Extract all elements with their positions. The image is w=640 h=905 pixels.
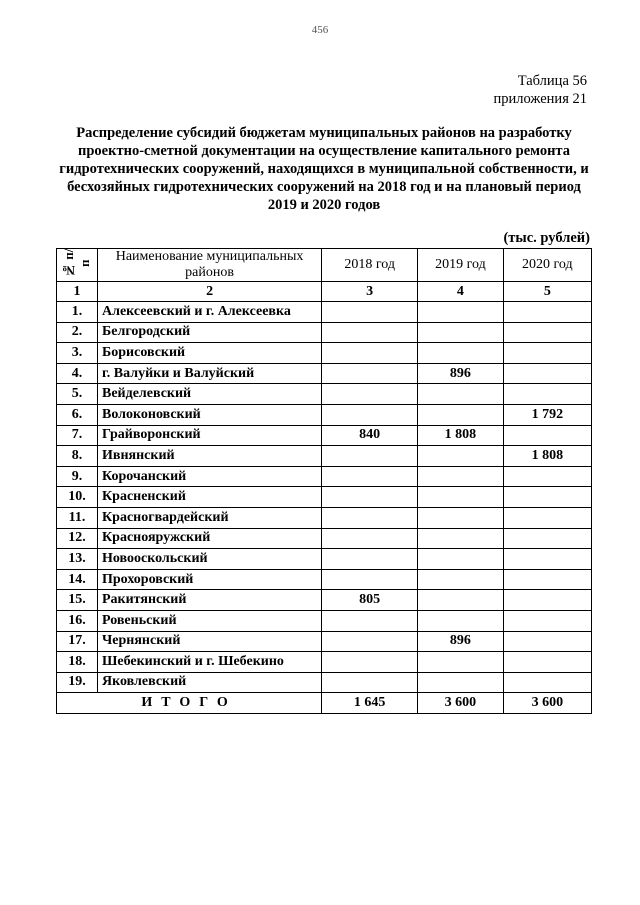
row-value-2018 bbox=[322, 446, 418, 467]
row-value-2019 bbox=[418, 343, 503, 364]
header-row bbox=[57, 249, 592, 282]
row-value-2018 bbox=[322, 322, 418, 343]
column-index: 5 bbox=[503, 282, 591, 302]
column-index: 4 bbox=[418, 282, 503, 302]
row-district-name: Ракитянский bbox=[98, 590, 322, 611]
row-district-name: Красногвардейский bbox=[98, 507, 322, 528]
header-2018: 2018 год bbox=[322, 249, 418, 282]
row-value-2020 bbox=[503, 528, 591, 549]
row-district-name: Алексеевский и г. Алексеевка bbox=[98, 302, 322, 323]
row-value-2019 bbox=[418, 384, 503, 405]
row-value-2020 bbox=[503, 466, 591, 487]
row-value-2018 bbox=[322, 507, 418, 528]
table-row bbox=[57, 343, 592, 364]
row-value-2020 bbox=[503, 384, 591, 405]
table-row bbox=[57, 590, 592, 611]
table-row bbox=[57, 425, 592, 446]
document-title: Распределение субсидий бюджетам муниципальных районов на разработку проектно-сметной документации на осуществление капитального ремонта гидротехнических сооружений, находящихся в муниципальной собственности, и бесхозяйных гидротехнических сооружений на 2018 год и на плановый период 2019 и 2020 годов bbox=[59, 125, 589, 213]
row-value-2018 bbox=[322, 631, 418, 652]
row-value-2019 bbox=[418, 672, 503, 693]
row-number: 6. bbox=[57, 404, 98, 425]
row-district-name: Ровеньский bbox=[98, 610, 322, 631]
row-value-2019 bbox=[418, 487, 503, 508]
table-ref-line2: приложения 21 bbox=[493, 91, 587, 107]
row-district-name: Волоконовский bbox=[98, 404, 322, 425]
row-number: 13. bbox=[57, 549, 98, 570]
row-number: 15. bbox=[57, 590, 98, 611]
table-row bbox=[57, 363, 592, 384]
units-label: (тыс. рублей) bbox=[503, 230, 590, 246]
header-number bbox=[57, 249, 98, 282]
row-value-2019 bbox=[418, 507, 503, 528]
row-value-2020: 1 808 bbox=[503, 446, 591, 467]
row-value-2020 bbox=[503, 425, 591, 446]
total-label: ИТОГО bbox=[57, 693, 322, 714]
row-value-2020 bbox=[503, 487, 591, 508]
row-value-2018 bbox=[322, 528, 418, 549]
row-number: 9. bbox=[57, 466, 98, 487]
row-value-2019: 1 808 bbox=[418, 425, 503, 446]
column-index: 3 bbox=[322, 282, 418, 302]
row-value-2019 bbox=[418, 549, 503, 570]
row-value-2018 bbox=[322, 487, 418, 508]
table-row bbox=[57, 631, 592, 652]
row-value-2020 bbox=[503, 610, 591, 631]
total-2019: 3 600 bbox=[418, 693, 503, 714]
row-value-2019 bbox=[418, 466, 503, 487]
table-row bbox=[57, 569, 592, 590]
row-value-2020 bbox=[503, 569, 591, 590]
row-district-name: Новооскольский bbox=[98, 549, 322, 570]
table-reference bbox=[494, 72, 587, 108]
table-row bbox=[57, 507, 592, 528]
row-value-2020 bbox=[503, 343, 591, 364]
row-number: 2. bbox=[57, 322, 98, 343]
row-number: 7. bbox=[57, 425, 98, 446]
row-value-2019 bbox=[418, 446, 503, 467]
row-number: 10. bbox=[57, 487, 98, 508]
row-number: 1. bbox=[57, 302, 98, 323]
table-row bbox=[57, 404, 592, 425]
column-index: 1 bbox=[57, 282, 98, 302]
row-value-2019 bbox=[418, 404, 503, 425]
table-row bbox=[57, 610, 592, 631]
row-number: 5. bbox=[57, 384, 98, 405]
column-index: 2 bbox=[98, 282, 322, 302]
row-district-name: Яковлевский bbox=[98, 672, 322, 693]
row-value-2019: 896 bbox=[418, 631, 503, 652]
row-value-2020 bbox=[503, 507, 591, 528]
row-value-2019 bbox=[418, 590, 503, 611]
header-2020: 2020 год bbox=[503, 249, 591, 282]
row-value-2018: 840 bbox=[322, 425, 418, 446]
subsidies-table bbox=[56, 248, 592, 714]
table-row bbox=[57, 672, 592, 693]
row-district-name: Белгородский bbox=[98, 322, 322, 343]
row-value-2020 bbox=[503, 363, 591, 384]
total-2018: 1 645 bbox=[322, 693, 418, 714]
header-number-label: № п/п bbox=[61, 247, 92, 278]
row-value-2018 bbox=[322, 363, 418, 384]
row-district-name: Чернянский bbox=[98, 631, 322, 652]
table-row bbox=[57, 466, 592, 487]
row-number: 3. bbox=[57, 343, 98, 364]
row-district-name: Краснояружский bbox=[98, 528, 322, 549]
row-district-name: Прохоровский bbox=[98, 569, 322, 590]
row-value-2018: 805 bbox=[322, 590, 418, 611]
table-row bbox=[57, 446, 592, 467]
row-value-2018 bbox=[322, 384, 418, 405]
row-value-2018 bbox=[322, 404, 418, 425]
row-value-2018 bbox=[322, 466, 418, 487]
row-number: 17. bbox=[57, 631, 98, 652]
row-value-2018 bbox=[322, 610, 418, 631]
row-district-name: Шебекинский и г. Шебекино bbox=[98, 652, 322, 673]
table-row bbox=[57, 322, 592, 343]
row-value-2020 bbox=[503, 652, 591, 673]
total-2020: 3 600 bbox=[503, 693, 591, 714]
row-value-2018 bbox=[322, 549, 418, 570]
row-district-name: Вейделевский bbox=[98, 384, 322, 405]
row-value-2018 bbox=[322, 343, 418, 364]
table-row bbox=[57, 302, 592, 323]
table-row bbox=[57, 549, 592, 570]
row-value-2019 bbox=[418, 652, 503, 673]
table-row bbox=[57, 652, 592, 673]
row-district-name: г. Валуйки и Валуйский bbox=[98, 363, 322, 384]
row-district-name: Корочанский bbox=[98, 466, 322, 487]
row-number: 18. bbox=[57, 652, 98, 673]
row-value-2018 bbox=[322, 302, 418, 323]
row-value-2019 bbox=[418, 569, 503, 590]
row-district-name: Красненский bbox=[98, 487, 322, 508]
row-value-2020 bbox=[503, 590, 591, 611]
row-value-2018 bbox=[322, 672, 418, 693]
row-value-2019 bbox=[418, 528, 503, 549]
row-value-2020: 1 792 bbox=[503, 404, 591, 425]
row-value-2019 bbox=[418, 610, 503, 631]
row-district-name: Борисовский bbox=[98, 343, 322, 364]
header-name: Наименование муниципальных районов bbox=[98, 249, 322, 282]
row-value-2019 bbox=[418, 302, 503, 323]
row-number: 11. bbox=[57, 507, 98, 528]
table-body bbox=[57, 302, 592, 693]
table-row bbox=[57, 528, 592, 549]
total-row bbox=[57, 693, 592, 714]
row-value-2019: 896 bbox=[418, 363, 503, 384]
row-value-2018 bbox=[322, 569, 418, 590]
table-row bbox=[57, 487, 592, 508]
row-value-2020 bbox=[503, 322, 591, 343]
row-value-2020 bbox=[503, 631, 591, 652]
row-number: 16. bbox=[57, 610, 98, 631]
row-number: 4. bbox=[57, 363, 98, 384]
row-number: 19. bbox=[57, 672, 98, 693]
row-value-2018 bbox=[322, 652, 418, 673]
row-number: 8. bbox=[57, 446, 98, 467]
row-value-2020 bbox=[503, 549, 591, 570]
row-value-2020 bbox=[503, 672, 591, 693]
row-number: 14. bbox=[57, 569, 98, 590]
row-district-name: Ивнянский bbox=[98, 446, 322, 467]
table-ref-line1: Таблица 56 bbox=[517, 73, 587, 89]
header-2019: 2019 год bbox=[418, 249, 503, 282]
column-index-row bbox=[57, 282, 592, 302]
row-value-2019 bbox=[418, 322, 503, 343]
page-number: 456 bbox=[311, 24, 329, 36]
row-number: 12. bbox=[57, 528, 98, 549]
row-value-2020 bbox=[503, 302, 591, 323]
row-district-name: Грайворонский bbox=[98, 425, 322, 446]
table-row bbox=[57, 384, 592, 405]
